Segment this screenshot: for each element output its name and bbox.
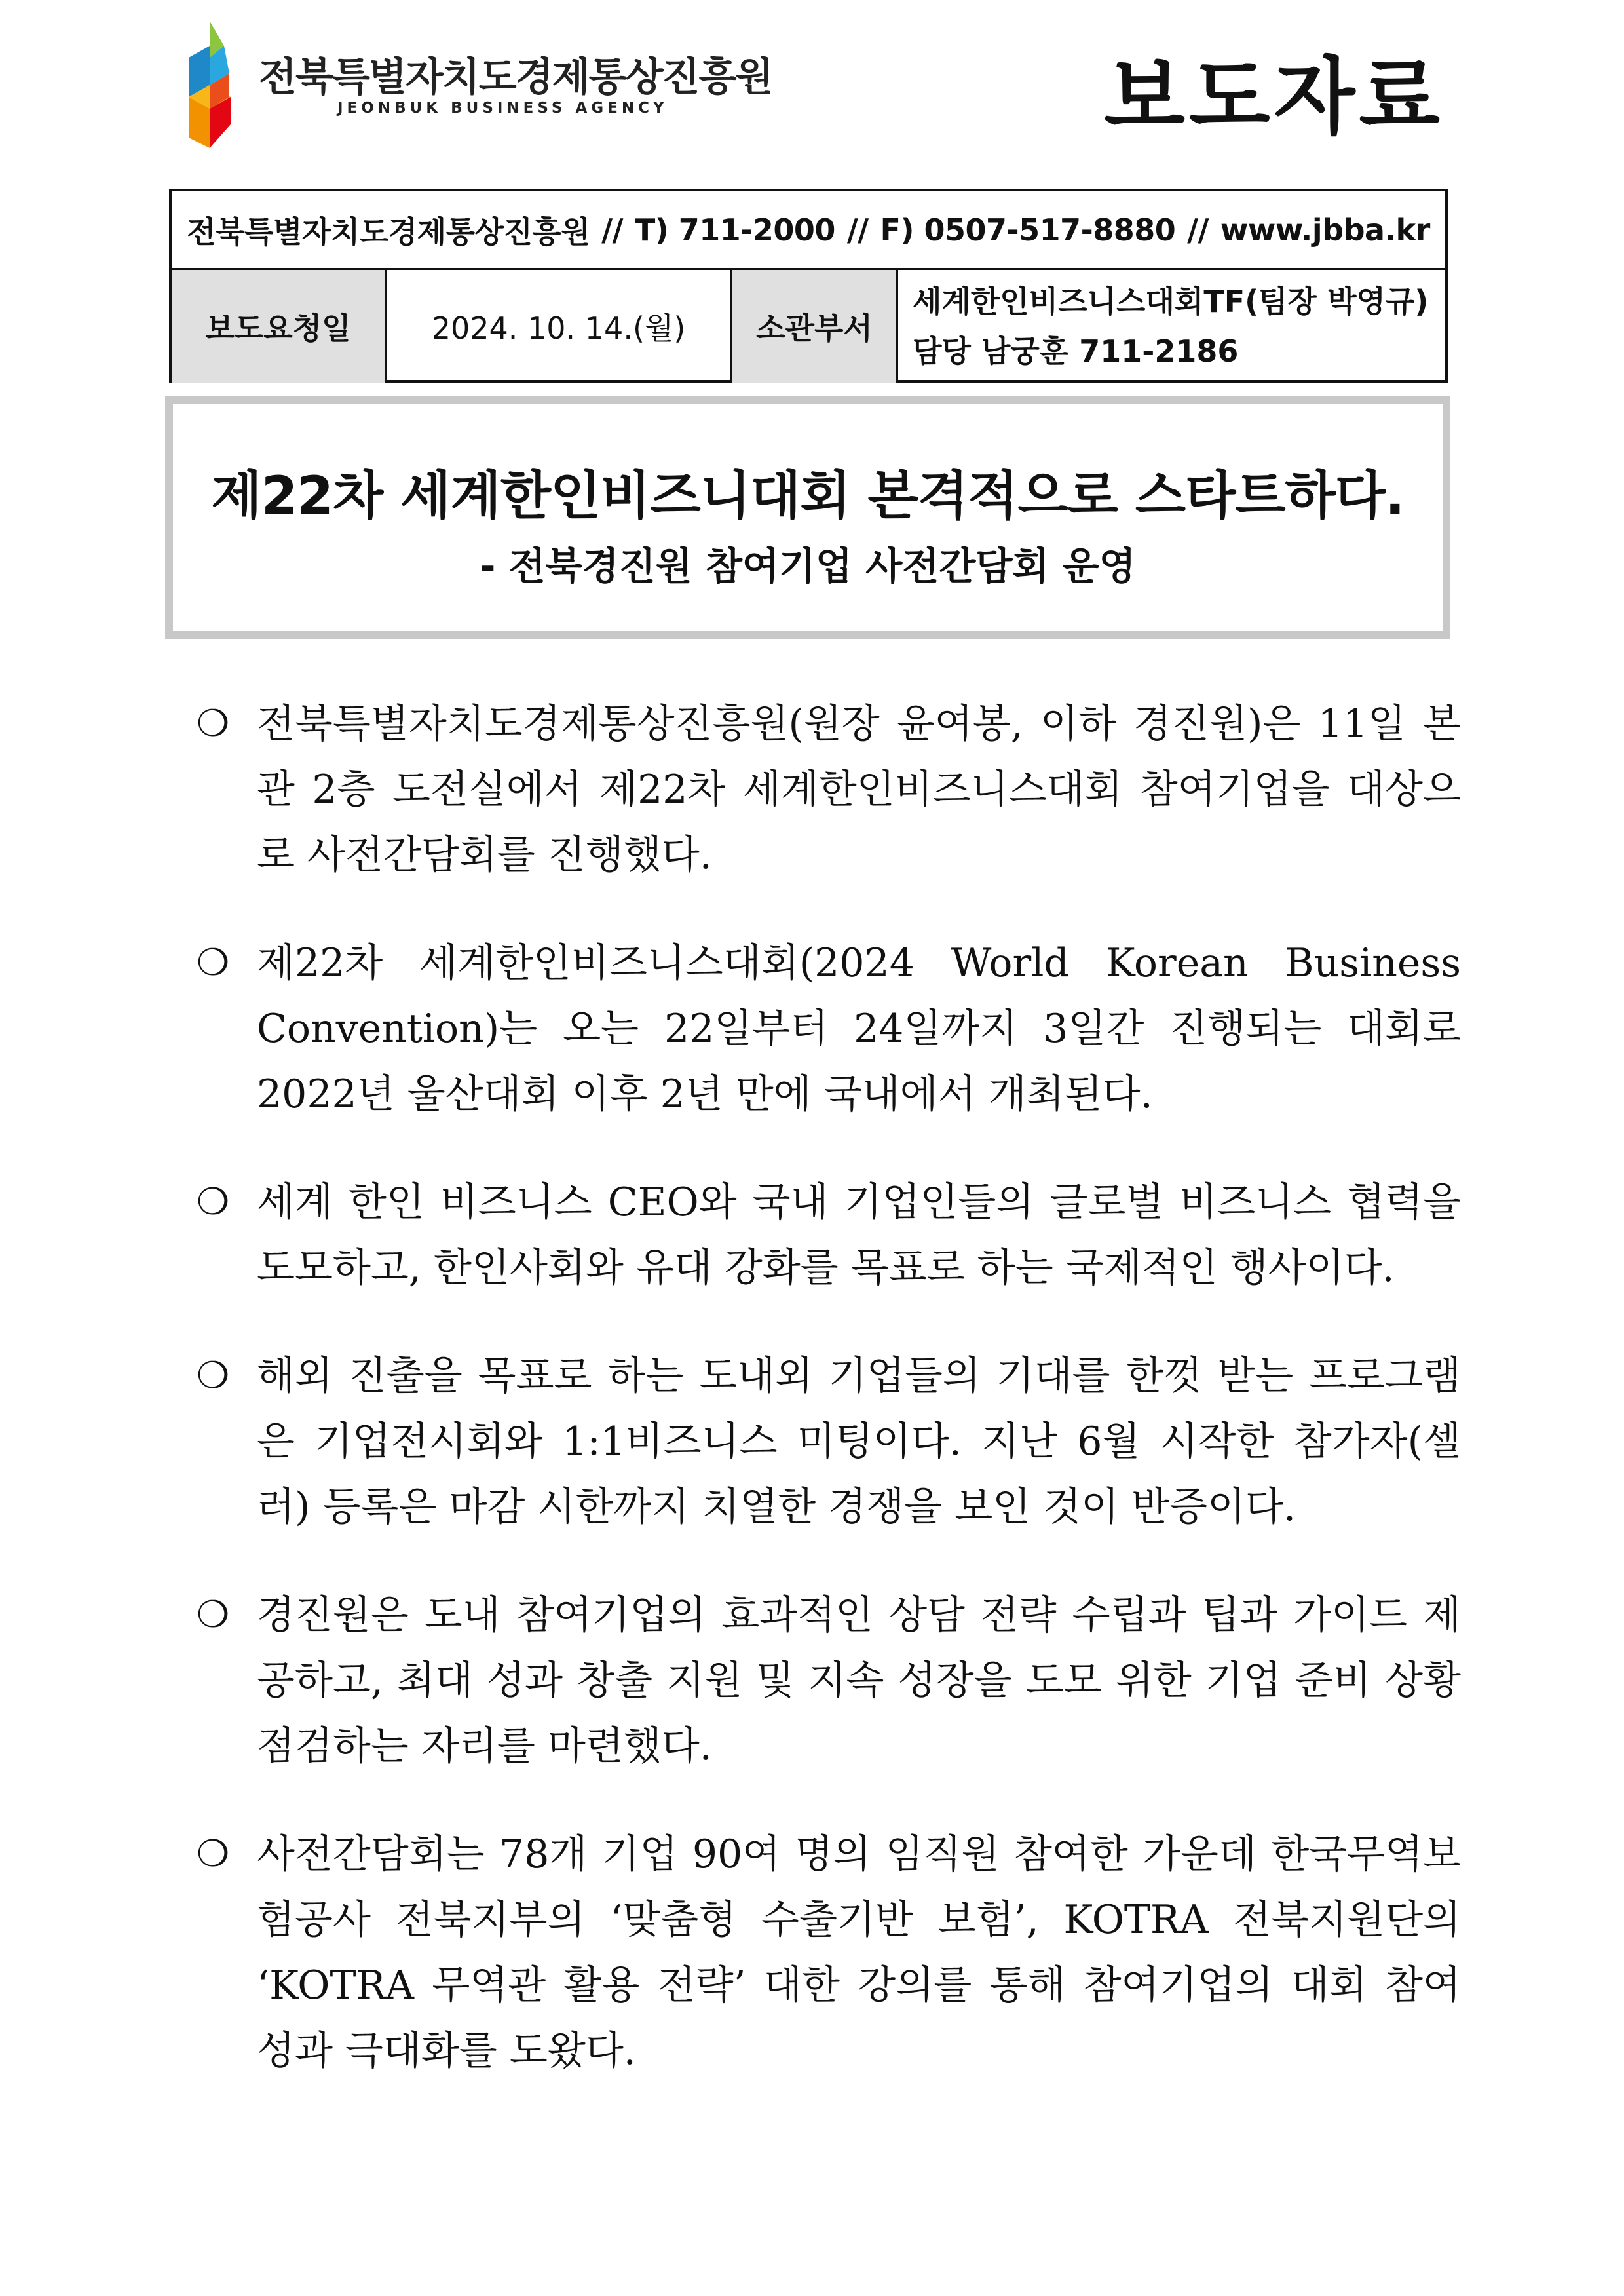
bullet-circle-icon: ❍: [197, 942, 230, 984]
headline: 제22차 세계한인비즈니대회 본격적으로 스타트하다.: [211, 465, 1405, 526]
article-paragraph: [197, 1343, 1461, 1540]
bullet-circle-icon: ❍: [197, 1594, 230, 1636]
headline-box: [165, 396, 1450, 639]
paragraph-text: 해외 진출을 목표로 하는 도내외 기업들의 기대를 한껏 받는 프로그램은 기업전시회와 1:1비즈니스 미팅이다. 지난 6월 시작한 참가자(셀러) 등록은 마감 시한까지 치열한 경쟁을 보인 것이 반증이다.: [257, 1353, 1461, 1530]
org-name-english: JEONBUK BUSINESS AGENCY: [337, 100, 668, 117]
contact-fax: F) 0507-517-8880: [880, 212, 1176, 248]
request-date-label: 보도요청일: [172, 270, 387, 383]
paragraph-text: 전북특별자치도경제통상진흥원(원장 윤여봉, 이하 경진원)은 11일 본관 2층 도전실에서 제22차 세계한인비즈니스대회 참여기업을 대상으로 사전간담회를 진행했다.: [257, 701, 1461, 878]
article-paragraph: [197, 1822, 1461, 2084]
request-date-value: 2024. 10. 14.(월): [387, 270, 732, 383]
contact-org: 전북특별자치도경제통상진흥원: [187, 214, 590, 250]
paragraph-text: 세계 한인 비즈니스 CEO와 국내 기업인들의 글로벌 비즈니스 협력을 도모하고, 한인사회와 유대 강화를 목표로 하는 국제적인 행사이다.: [257, 1179, 1461, 1291]
article-paragraph: [197, 930, 1461, 1127]
bullet-circle-icon: ❍: [197, 1833, 230, 1875]
paragraph-text: 제22차 세계한인비즈니스대회(2024 World Korean Business Convention)는 오는 22일부터 24일까지 3일간 진행되는 대회로 2022년 울산대회 이후 2년 만에 국내에서 개최된다.: [257, 940, 1461, 1117]
article-paragraph: [197, 691, 1461, 888]
agency-logo: [183, 20, 772, 151]
subheadline: - 전북경진원 참여기업 사전간담회 운영: [480, 544, 1136, 588]
bullet-circle-icon: ❍: [197, 1181, 230, 1223]
bullet-circle-icon: ❍: [197, 1354, 230, 1397]
contact-info-table: [169, 189, 1448, 383]
contact-line: [172, 191, 1445, 270]
department-value: 세계한인비즈니스대회TF(팀장 박영규): [913, 284, 1429, 319]
bullet-circle-icon: ❍: [197, 702, 230, 745]
agency-logo-mark-icon: [183, 20, 255, 151]
department-label: 소관부서: [732, 270, 898, 383]
separator: //: [1187, 212, 1209, 248]
paragraph-text: 사전간담회는 78개 기업 90여 명의 임직원 참여한 가운데 한국무역보험공사 전북지부의 ‘맞춤형 수출기반 보험’, KOTRA 전북지원단의 ‘KOTRA 무역관 활용 전략’ 대한 강의를 통해 참여기업의 대회 참여 성과 극대화를 도왔다.: [257, 1831, 1461, 2074]
contact-website-link[interactable]: www.jbba.kr: [1220, 212, 1430, 248]
separator: //: [846, 212, 869, 248]
article-paragraph: [197, 1170, 1461, 1301]
document-type-title: 보도자료: [1104, 48, 1444, 146]
separator: //: [601, 212, 623, 248]
department-info: [898, 270, 1445, 383]
contact-person: 담당 남궁훈 711-2186: [913, 334, 1239, 369]
paragraph-text: 경진원은 도내 참여기업의 효과적인 상담 전략 수립과 팁과 가이드 제공하고, 최대 성과 창출 지원 및 지속 성장을 도모 위한 기업 준비 상황 점검하는 자리를 마련했다.: [257, 1592, 1461, 1769]
org-name-korean: 전북특별자치도경제통상진흥원: [259, 54, 772, 100]
contact-tel: T) 711-2000: [634, 212, 835, 248]
contact-detail-row: [172, 270, 1445, 383]
article-paragraph: [197, 1582, 1461, 1779]
article-body: [197, 691, 1461, 2126]
